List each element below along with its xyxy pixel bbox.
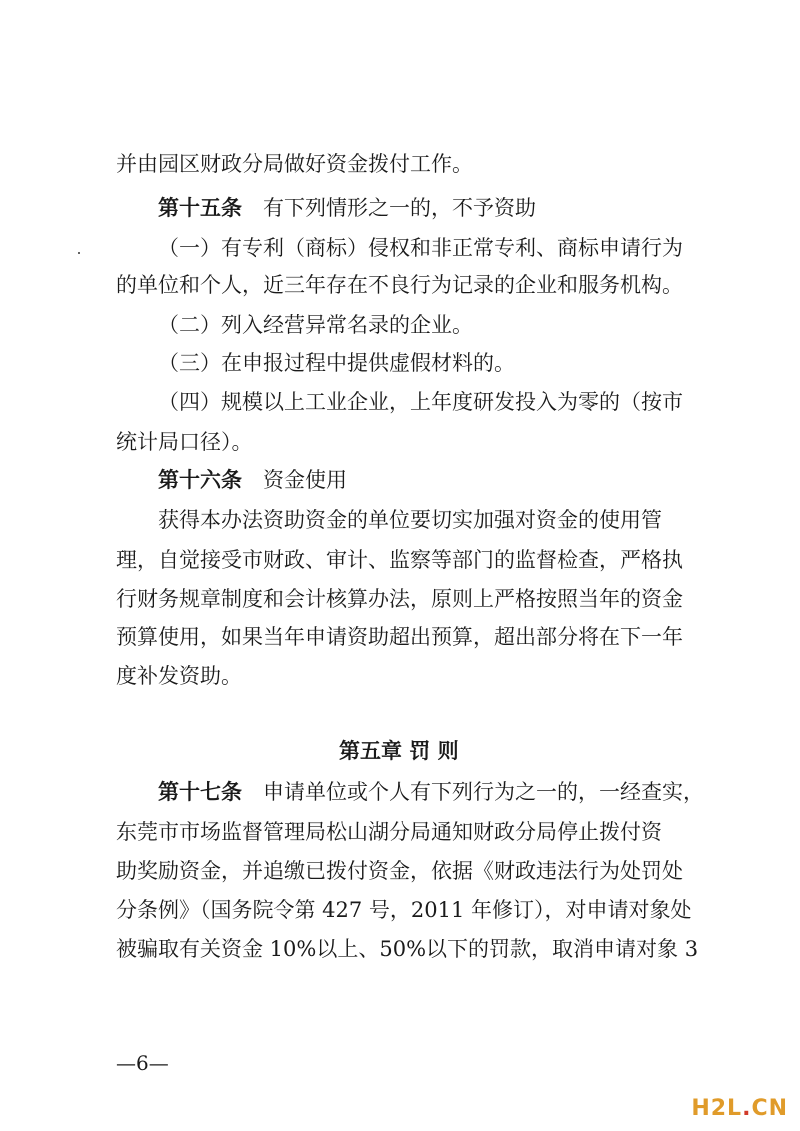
paragraph-line-7: （四）规模以上工业企业，上年度研发投入为零的（按市	[158, 390, 683, 414]
scan-speck	[78, 252, 80, 254]
paragraph-line-14: 度补发资助。	[116, 664, 242, 688]
paragraph-line-17: 东莞市市场监督管理局松山湖分局通知财政分局停止拨付资	[116, 820, 662, 844]
paragraph-line-5: （二）列入经营异常名录的企业。	[158, 313, 473, 337]
paragraph-line-8: 统计局口径）。	[116, 430, 253, 454]
paragraph-line-1: 并由园区财政分局做好资金拨付工作。	[116, 152, 473, 176]
paragraph-line-12: 行财务规章制度和会计核算办法，原则上严格按照当年的资金	[116, 587, 683, 611]
article-number: 第十六条	[158, 467, 242, 492]
paragraph-line-13: 预算使用，如果当年申请资助超出预算，超出部分将在下一年	[116, 625, 683, 649]
paragraph-line-4: 的单位和个人，近三年存在不良行为记录的企业和服务机构。	[116, 273, 683, 297]
paragraph-line-6: （三）在申报过程中提供虚假材料的。	[158, 351, 515, 375]
article-17-heading: 第十七条 申请单位或个人有下列行为之一的，一经查实，	[158, 779, 704, 804]
article-number: 第十七条	[158, 779, 242, 804]
paragraph-line-19: 分条例》（国务院令第 427 号，2011 年修订），对申请对象处	[116, 898, 692, 922]
page-number: —6—	[116, 1051, 169, 1075]
paragraph-line-10: 获得本办法资助资金的单位要切实加强对资金的使用管	[158, 508, 662, 532]
paragraph-line-3: （一）有专利（商标）侵权和非正常专利、商标申请行为	[158, 236, 683, 260]
article-number: 第十五条	[158, 195, 242, 220]
paragraph-line-11: 理，自觉接受市财政、审计、监察等部门的监督检查，严格执	[116, 548, 683, 572]
paragraph-line-18: 助奖励资金，并追缴已拨付资金，依据《财政违法行为处罚处	[116, 859, 683, 883]
site-watermark-logo: H2L.CN	[691, 1096, 788, 1121]
article-15-heading: 第十五条 有下列情形之一的，不予资助	[158, 195, 536, 220]
chapter-heading: 第五章 罚 则	[339, 738, 459, 763]
paragraph-line-20: 被骗取有关资金 10%以上、50%以下的罚款，取消申请对象 3	[116, 937, 699, 961]
article-16-heading: 第十六条 资金使用	[158, 467, 347, 492]
